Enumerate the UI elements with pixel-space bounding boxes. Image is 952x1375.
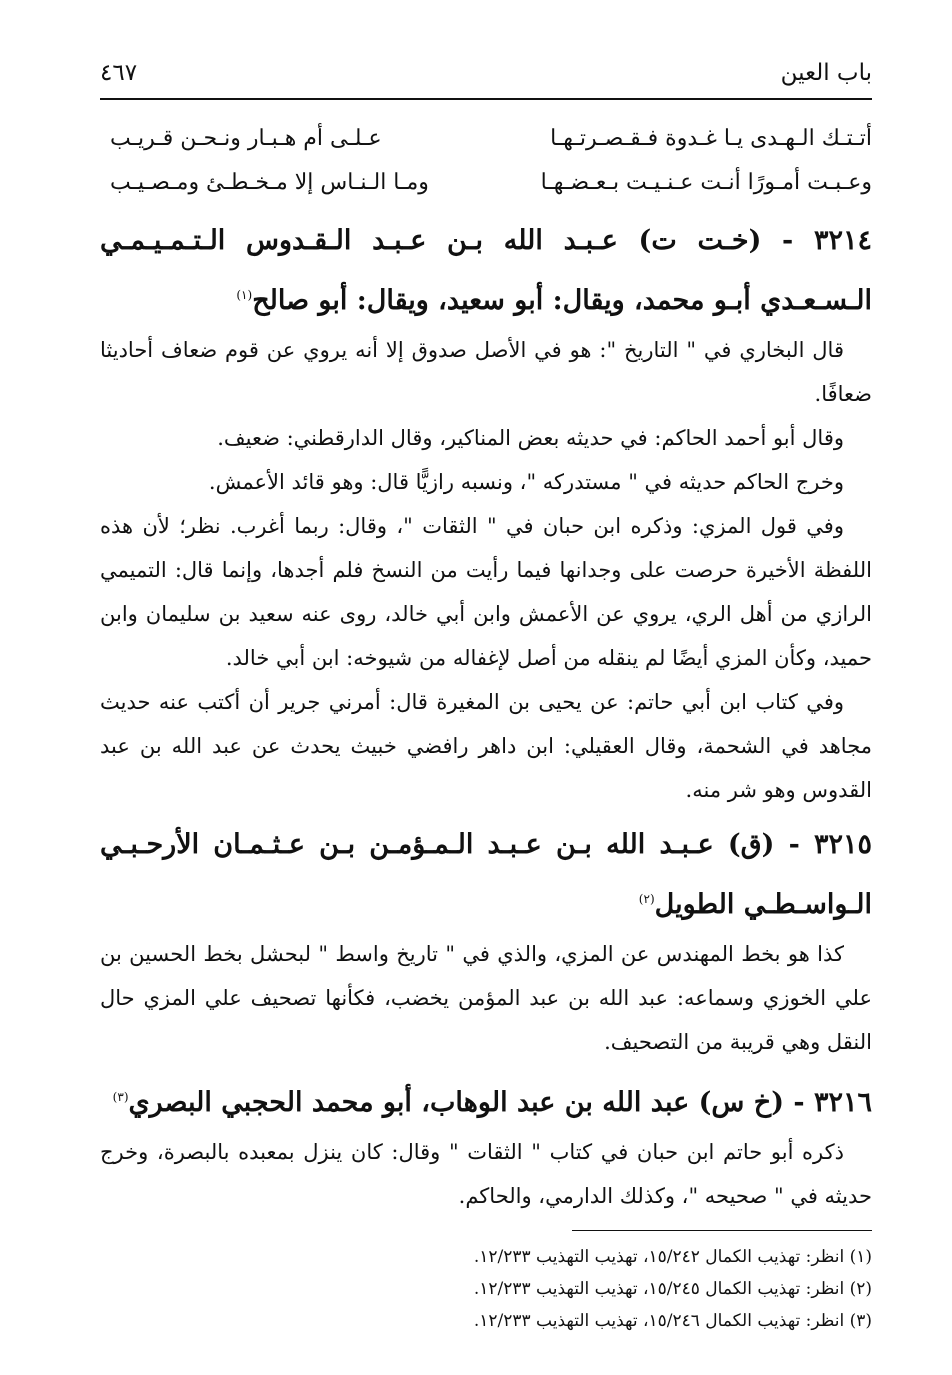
footnote-ref: (٣) [112,1090,129,1104]
paragraph: ذكره أبو حاتم ابن حبان في كتاب " الثقات " وقال: كان ينزل بمعبده بالبصرة، وخرج حديثه في " صحيحه "، وكذلك الدارمي، والحاكم. [100,1140,872,1208]
paragraph: قال البخاري في " التاريخ ": هو في الأصل صدوق إلا أنه يروي عن قوم ضعاف أحاديثا ضعافًا. [100,338,872,406]
entry-heading-3215 [100,818,872,932]
poem-verses [100,120,872,208]
footnote-ref: (٢) [638,892,655,906]
entry-heading-text: ٣٢١٤ - (خـت ت) عـبـد الله بـن عـبـد الـقـدوس الـتـمـيـمـي الـسـعـدي أبـو محمد، ويقال: أبو سعيد، ويقال: أبو صالح [100,225,872,316]
verse-first-hemistich: أتـتـك الـهـدى يـا غـدوة فـقـصـرتـهـا [550,126,872,151]
footnote: (٣) انظر: تهذيب الكمال ١٥/٢٤٦، تهذيب التهذيب ١٢/٢٣٣. [473,1311,872,1331]
entry-heading-3216 [100,1070,872,1130]
footnotes [100,1241,872,1337]
verse-second-hemistich: عـلـى أم هـبـار ونـحـن قـريـب [110,126,382,151]
chapter-title: باب العين [780,60,872,86]
paragraph: وفي كتاب ابن أبي حاتم: عن يحيى بن المغيرة قال: أمرني جرير أن أكتب عنه حديث مجاهد في الشحمة، وقال العقيلي: ابن داهر رافضي خبيث يحدث عن عبد الله بن عبد القدوس وهو شر منه. [100,690,872,802]
entry-heading-3214 [100,214,872,328]
verse-line [100,164,872,208]
paragraph: وقال أبو أحمد الحاكم: في حديثه بعض المناكير، وقال الدارقطني: ضعيف. [217,426,844,450]
entry-heading-text: ٣٢١٥ - (ق) عـبـد الله بـن عـبـد الـمـؤمـن بـن عـثـمـان الأرحـبـي الـواسـطـي الطويل [100,829,872,920]
footnote-ref: (١) [236,288,253,302]
book-page [100,50,872,1337]
paragraph: وفي قول المزي: وذكره ابن حبان في " الثقات "، وقال: ربما أغرب. نظر؛ لأن هذه اللفظة الأخيرة حرصت على وجدانها فيما رأيت من النسخ فلم أجدها، وإنما قال: التميمي الرازي من أهل الري، يروي عن الأعمش وابن أبي خالد، روى عنه سعيد بن سليمان وابن حميد، وكأن المزي أيضًا لم ينقله من أصل لإغفاله من شيوخه: ابن أبي خالد. [100,514,872,670]
page-number: ٤٦٧ [100,60,138,86]
footnote: (٢) انظر: تهذيب الكمال ١٥/٢٤٥، تهذيب التهذيب ١٢/٢٣٣. [473,1279,872,1299]
paragraph: كذا هو بخط المهندس عن المزي، والذي في " تاريخ واسط " لبحشل بخط الحسين بن علي الخوزي وسماعه: عبد الله بن عبد المؤمن يخضب، فكأنها تصحيف علي المزي حال النقل وهي قريبة من التصحيف. [100,942,872,1054]
footnote-divider [572,1230,872,1231]
footnote: (١) انظر: تهذيب الكمال ١٥/٢٤٢، تهذيب التهذيب ١٢/٢٣٣. [473,1247,872,1267]
verse-line [100,120,872,164]
entry-heading-text: ٣٢١٦ - (خ س) عبد الله بن عبد الوهاب، أبو محمد الحجبي البصري [128,1087,872,1118]
paragraph: وخرج الحاكم حديثه في " مستدركه "، ونسبه رازيًّا قال: وهو قائد الأعمش. [208,470,844,494]
page-header [100,50,872,100]
verse-second-hemistich: ومـا الـنـاس إلا مـخـطـئ ومـصـيـب [110,170,429,195]
verse-first-hemistich: وعـبـت أمـورًا أنـت عـنـيـت بـعـضـهـا [540,170,872,195]
